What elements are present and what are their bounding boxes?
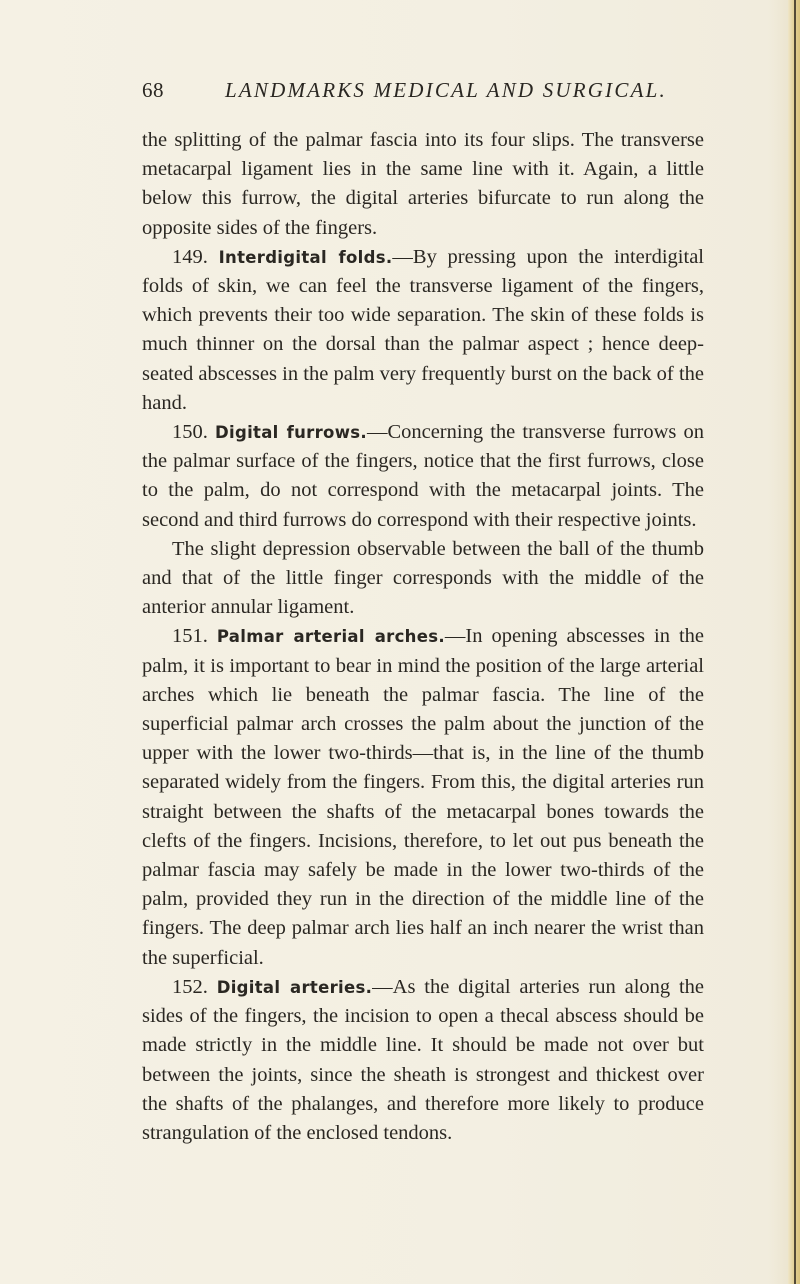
paragraph-text: —By pressing upon the interdigital folds of skin, we can feel the transverse ligament of the fingers, which prevents their too wide separation. The skin of these folds is much thinner on the dorsal than the palmar aspect ; hence deep-seated abscesses in the palm very frequently burst on the back of the hand. (142, 245, 704, 414)
paragraph-152 (142, 973, 704, 1148)
section-number: 150. (172, 421, 208, 444)
section-number: 152. (172, 975, 208, 998)
paragraph-text: the splitting of the palmar fascia into its four slips. The transverse metacarpal ligament lies in the same line with it. Again, a little below this furrow, the digital arteries bifurcate to run along the opposite sides of the fingers. (142, 129, 704, 239)
section-number: 149. (172, 245, 208, 268)
section-heading: Digital furrows. (215, 423, 367, 443)
paragraph-text: —In opening abscesses in the palm, it is important to bear in mind the position of the large arterial arches which lie beneath the palmar fascia. The line of the superficial palmar arch crosses the palm about the junction of the upper with the lower two-thirds—that is, in the line of the thumb separated widely from the fingers. From this, the digital arteries run straight between the shafts of the metacarpal bones towards the clefts of the fingers. Incisions, therefore, to let out pus beneath the palmar fascia may safely be made in the lower two-thirds of the palm, provided they run in the direction of the middle line of the fingers. The deep palmar arch lies half an inch nearer the wrist than the superficial. (142, 625, 704, 969)
paragraph-150 (142, 418, 704, 535)
page-number: 68 (142, 78, 164, 102)
section-heading: Palmar arterial arches. (216, 627, 445, 647)
section-heading: Interdigital folds. (218, 247, 393, 267)
page-header (142, 78, 702, 114)
paragraph-continuation (142, 126, 704, 243)
paragraph-depression (142, 535, 704, 623)
paragraph-151 (142, 622, 704, 972)
body-text (142, 126, 704, 1148)
paragraph-text: —Concerning the transverse furrows on the palmar surface of the fingers, notice that the first furrows, close to the palm, do not correspond with the metacarpal joints. The second and third furrows do correspond with their respective joints. (142, 421, 704, 531)
section-number: 151. (172, 625, 208, 648)
paragraph-text: The slight depression observable between the ball of the thumb and that of the little finger corresponds with the middle of the anterior annular ligament. (142, 537, 704, 619)
paragraph-text: —As the digital arteries run along the sides of the fingers, the incision to open a thecal abscess should be made strictly in the middle line. It should be made not over but between the joints, since the sheath is strongest and thickest over the shafts of the phalanges, and therefore more likely to produce strangulation of the enclosed tendons. (142, 975, 705, 1144)
section-heading: Digital arteries. (216, 977, 373, 997)
running-head: LANDMARKS MEDICAL AND SURGICAL. (225, 78, 667, 102)
paragraph-149 (142, 243, 704, 418)
binding-line (794, 0, 796, 1284)
